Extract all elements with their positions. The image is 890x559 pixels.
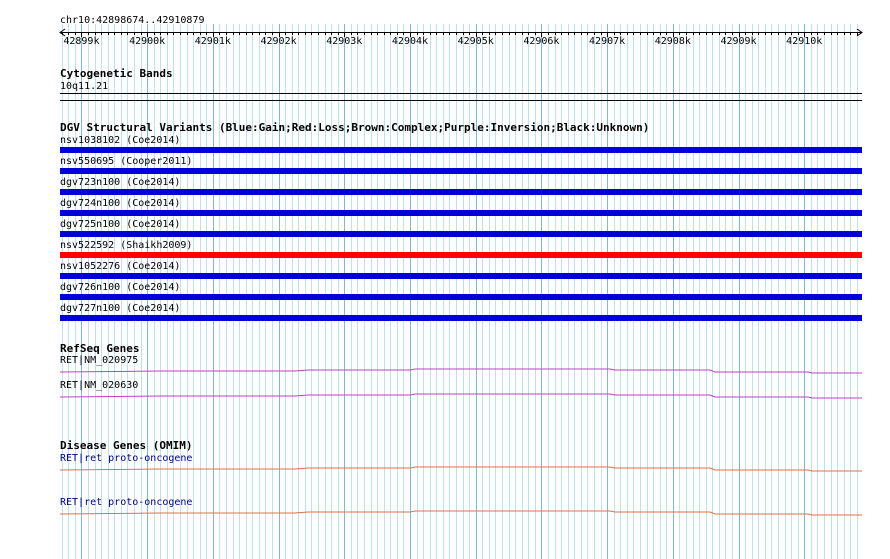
variant-bar[interactable]: [60, 189, 862, 195]
omim-track-title: Disease Genes (OMIM): [60, 439, 193, 452]
ruler-tick-label: 42910k: [786, 36, 823, 47]
variant-bar[interactable]: [60, 273, 862, 279]
variant-bar[interactable]: [60, 147, 862, 153]
cytoband-label: 10q11.21: [60, 81, 109, 92]
gene-model[interactable]: [0, 392, 890, 402]
gene-line: [60, 394, 862, 398]
ruler-tick-label: 42909k: [720, 36, 757, 47]
variant-label: dgv724n100 (Coe2014): [60, 198, 181, 209]
variant-label: dgv723n100 (Coe2014): [60, 177, 181, 188]
gene-line: [60, 467, 862, 471]
variant-label: dgv725n100 (Coe2014): [60, 219, 181, 230]
gene-line: [60, 369, 862, 373]
ruler[interactable]: [0, 24, 890, 48]
gene-model[interactable]: [0, 465, 890, 475]
ruler-tick-label: 42906k: [523, 36, 560, 47]
gene-label[interactable]: RET|NM_020630: [60, 380, 139, 391]
variant-label: dgv726n100 (Coe2014): [60, 282, 181, 293]
ruler-tick-label: 42903k: [326, 36, 363, 47]
variant-label: dgv727n100 (Coe2014): [60, 303, 181, 314]
gene-label[interactable]: RET|NM_020975: [60, 355, 139, 366]
gene-line: [60, 511, 862, 515]
ruler-tick-label: 42905k: [457, 36, 494, 47]
gene-label[interactable]: RET|ret proto-oncogene: [60, 497, 193, 508]
variant-bar[interactable]: [60, 315, 862, 321]
variant-bar[interactable]: [60, 210, 862, 216]
variant-label: nsv1052276 (Coe2014): [60, 261, 181, 272]
variant-bar[interactable]: [60, 168, 862, 174]
ruler-tick-label: 42902k: [260, 36, 297, 47]
location-label: chr10:42898674..42910879: [60, 15, 205, 26]
variant-bar[interactable]: [60, 252, 862, 258]
refseq-track-title: RefSeq Genes: [60, 342, 140, 355]
variant-label: nsv1038102 (Coe2014): [60, 135, 181, 146]
ruler-tick-label: 42900k: [129, 36, 166, 47]
gene-label[interactable]: RET|ret proto-oncogene: [60, 453, 193, 464]
ruler-tick-label: 42899k: [63, 36, 100, 47]
dgv-track-title: DGV Structural Variants (Blue:Gain;Red:Loss;Brown:Complex;Purple:Inversion;Black:Unknown): [60, 121, 650, 134]
cytoband-bar-bottom: [60, 100, 862, 101]
ruler-tick-label: 42907k: [589, 36, 626, 47]
ruler-tick-label: 42904k: [391, 36, 429, 47]
ruler-tick-label: 42901k: [194, 36, 231, 47]
gene-model[interactable]: [0, 509, 890, 519]
variant-bar[interactable]: [60, 231, 862, 237]
cytoband-bar-top: [60, 93, 862, 94]
cytoband-track-title: Cytogenetic Bands: [60, 67, 173, 80]
ruler-tick-label: 42908k: [654, 36, 691, 47]
variant-label: nsv522592 (Shaikh2009): [60, 240, 193, 251]
variant-bar[interactable]: [60, 294, 862, 300]
variant-label: nsv550695 (Cooper2011): [60, 156, 193, 167]
gene-model[interactable]: [0, 367, 890, 377]
